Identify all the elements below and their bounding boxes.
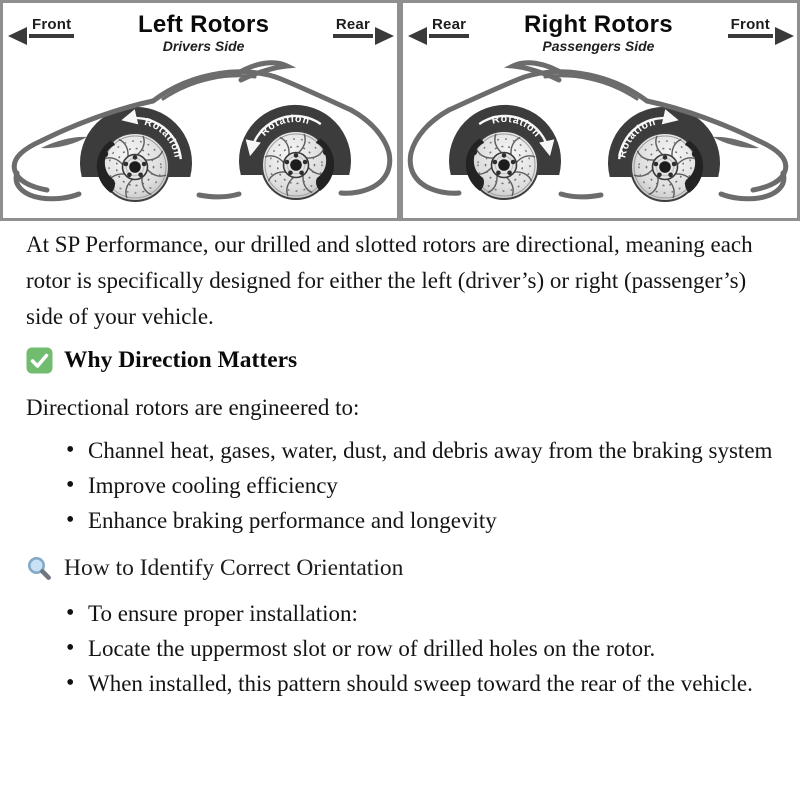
right-rotors-panel <box>400 0 800 221</box>
front-direction-arrow: Front <box>29 16 74 38</box>
rotation-text: Rotation <box>616 115 658 159</box>
why-direction-matters-heading <box>26 347 786 374</box>
article <box>0 227 800 701</box>
benefits-list <box>26 433 786 538</box>
check-mark-icon <box>26 347 53 374</box>
front-direction-arrow: Front <box>728 16 773 38</box>
rotation-text: Rotation <box>142 115 184 160</box>
rotation-text: Rotation <box>490 112 544 140</box>
how-to-identify-heading <box>26 555 786 582</box>
list-item: • When installed, this pattern should sweep toward the rear of the vehicle. <box>26 666 786 701</box>
heading-text: Why Direction Matters <box>64 347 298 373</box>
panel-title-block <box>524 12 673 54</box>
list-item: • Enhance braking performance and longevity <box>26 503 786 538</box>
list-item: • Channel heat, gases, water, dust, and debris away from the braking system <box>26 433 786 468</box>
rotation-text: Rotation <box>257 112 312 139</box>
panel-title: Left Rotors <box>137 11 270 38</box>
list-item: • Locate the uppermost slot or row of drilled holes on the rotor. <box>26 631 786 666</box>
rear-direction-arrow: Rear <box>333 16 373 38</box>
left-rotors-panel <box>0 0 400 221</box>
panel-title: Right Rotors <box>523 11 673 38</box>
rear-direction-arrow: Rear <box>429 16 469 38</box>
panel-header <box>403 3 797 54</box>
left-car-illustration <box>3 49 397 217</box>
panel-header <box>3 3 397 54</box>
rotor-direction-diagram <box>0 0 800 221</box>
list-item: • Improve cooling efficiency <box>26 468 786 503</box>
identify-list <box>26 596 786 701</box>
lead-paragraph: Directional rotors are engineered to: <box>26 395 360 420</box>
magnifying-glass-icon <box>26 555 53 582</box>
heading-text: How to Identify Correct Orientation <box>64 555 404 581</box>
car-body-mirrored <box>410 63 786 201</box>
car-body <box>14 63 390 201</box>
panel-title-block <box>138 12 269 54</box>
panel-subtitle: Passengers Side <box>542 38 655 54</box>
intro-paragraph: At SP Performance, our drilled and slotted rotors are directional, meaning each rotor is specifically designed for either the left (driver’s) or right (passenger’s) side of your vehicle. <box>26 232 753 329</box>
list-item: • To ensure proper installation: <box>26 596 786 631</box>
right-car-illustration <box>403 49 797 217</box>
panel-subtitle: Drivers Side <box>162 38 245 54</box>
